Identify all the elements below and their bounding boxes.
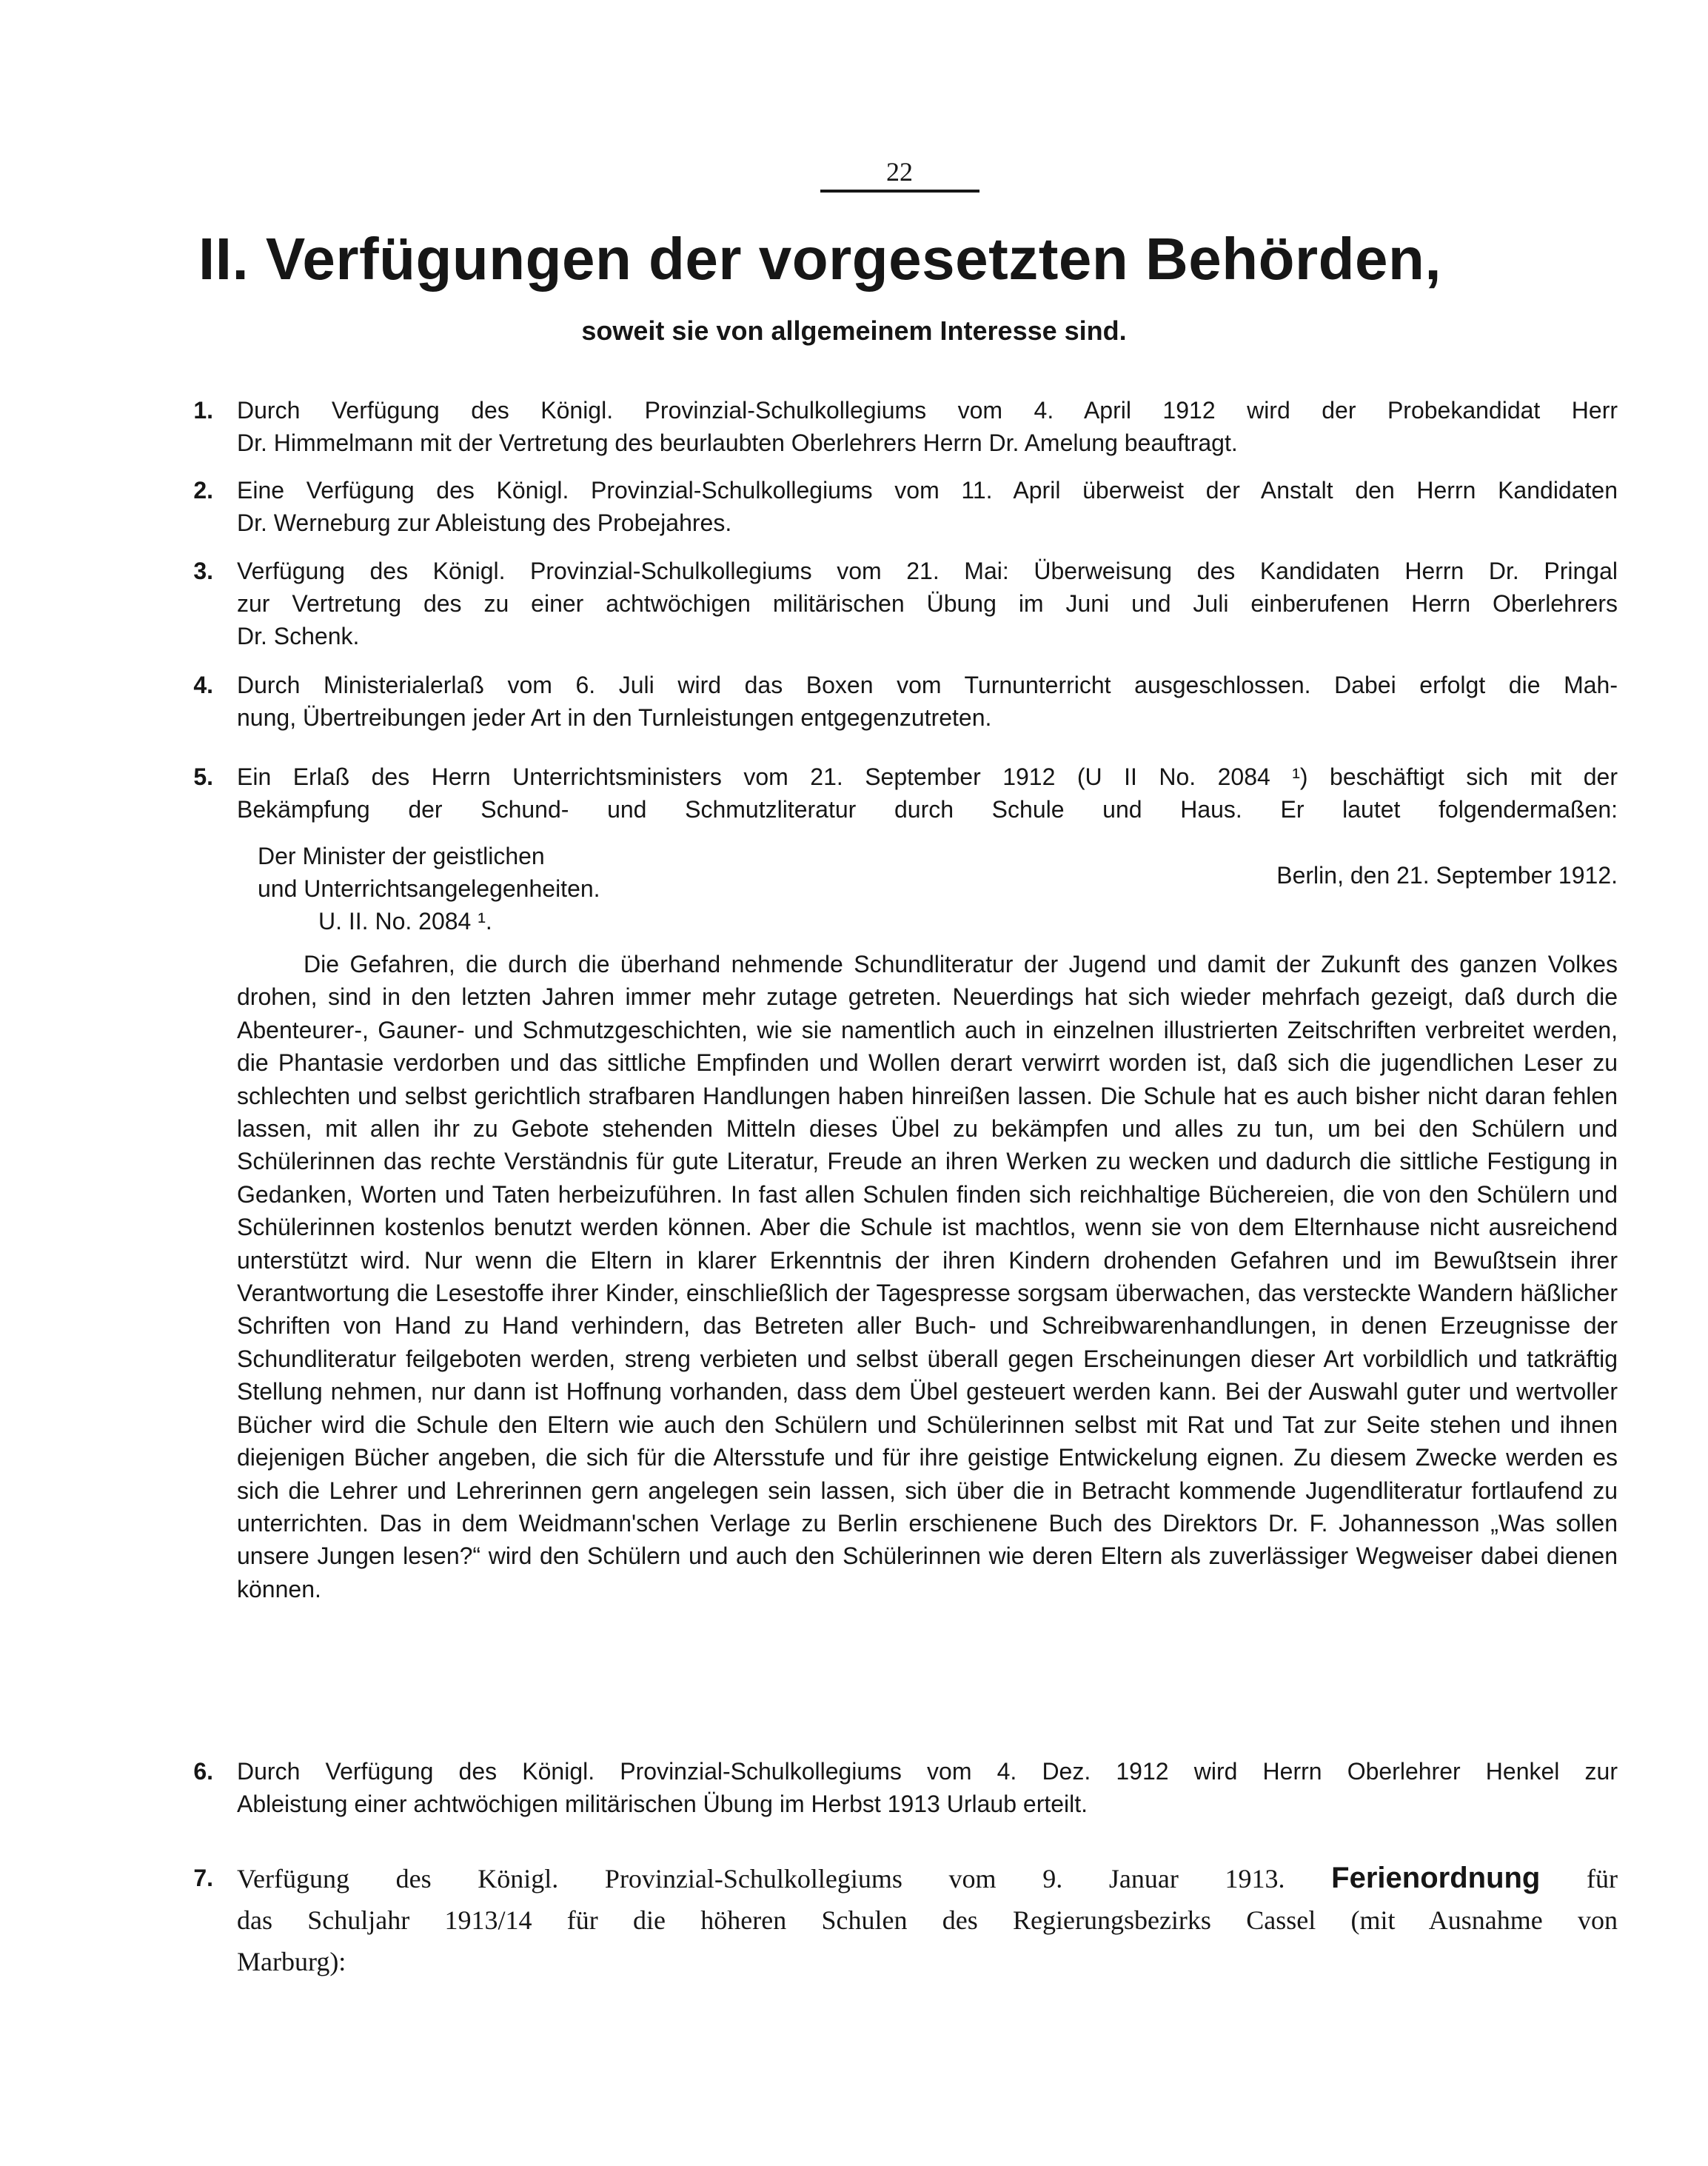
item-line: nung, Übertreibungen jeder Art in den Turnleistungen entgegenzutreten. xyxy=(237,704,992,731)
decree-reference: U. II. No. 2084 ¹. xyxy=(318,908,492,935)
item-line xyxy=(237,1857,1618,1899)
page-number-rule xyxy=(820,190,979,193)
item-text: Verfügung des Königl. Provinzial-Schulkollegiums vom 9. Januar 1913. xyxy=(237,1864,1285,1893)
decree-text: Die Gefahren, die durch die überhand nehmende Schundliteratur der Jugend und damit der Zukunft des ganzen Volkes drohen, sind in den letzten Jahren immer mehr zutage getreten. Neuerdings hat sich wieder mehrfach gezeigt, daß durch die Abenteurer-, Gauner- und Schmutzgeschichten, wie sie namentlich auch in einzelnen illustrierten Zeitschriften verbreitet werden, die Phantasie verdorben und das sittliche Empfinden und Wollen derart verwirrt worden ist, daß sich die jugendlichen Leser zu schlechten und selbst gerichtlich strafbaren Handlungen haben hinreißen lassen. Die Schule hat es auch bisher nicht daran fehlen lassen, mit allen ihr zu Gebote stehenden Mitteln dieses Übel zu bekämpfen und alles zu tun, um bei den Schülern und Schülerinnen das rechte Verständnis für gute Literatur, Freude an ihren Werken zu wecken und dadurch die sittliche Festigung in Gedanken, Worten und Taten herbeizuführen. In fast allen Schulen finden sich reichhaltige Büchereien, die von den Schülern und Schülerinnen kostenlos benutzt werden können. Aber die Schule ist machtlos, wenn sie von dem Elternhause nicht ausreichend unterstützt wird. Nur wenn die Eltern in klarer Erkenntnis der ihren Kindern drohenden Gefahren und im Bewußtsein ihrer Verantwortung die Lesestoffe ihrer Kinder, einschließlich der Tagespresse sorgsam überwachen, das versteckte Wandern häßlicher Schriften von Hand zu Hand verhindern, das Betreten aller Buch- und Schreibwarenhandlungen, in denen Erzeugnisse der Schundliteratur feilgeboten werden, streng verbieten und selbst überall gegen Erscheinungen dieser Art vorbildlich und tatkräftig Stellung nehmen, nur dann ist Hoffnung vorhanden, dass dem Übel gesteuert werden kann. Bei der Auswahl guter und wertvoller Bücher wird die Schule den Eltern wie auch den Schülern und Schülerinnen selbst mit Rat und Tat zur Seite stehen und ihnen diejenigen Bücher angeben, die sich für die Altersstufe und für ihre geistige Entwickelung eignen. Zu diesem Zwecke werden es sich die Lehrer und Lehrerinnen gern angelegen sein lassen, sich über die in Betracht kommende Jugendliteratur fortlaufend zu unterrichten. Das in dem Weidmann'schen Verlage zu Berlin erschienene Buch des Direktors Dr. F. Johannesson „Was sollen unsere Jungen lesen?“ wird den Schülern und auch den Schülerinnen wie deren Eltern als zuverlässiger Wegweiser dabei dienen können. xyxy=(237,951,1618,1602)
item-number: 6. xyxy=(193,1758,213,1785)
section-title: II. Verfügungen der vorgesetzten Behörden, xyxy=(198,226,1442,292)
item-line: Verfügung des Königl. Provinzial-Schulkollegiums vom 21. Mai: Überweisung des Kandidaten Herrn Dr. Pringal xyxy=(237,558,1618,584)
item-number: 7. xyxy=(193,1865,213,1891)
item-line: Durch Ministerialerlaß vom 6. Juli wird das Boxen vom Turnunterricht ausgeschlossen. Dabei erfolgt die Mah- xyxy=(237,672,1618,698)
authority-line: Der Minister der geistlichen xyxy=(258,843,545,869)
item-line: Durch Verfügung des Königl. Provinzial-Schulkollegiums vom 4. April 1912 wird der Probekandidat Herr xyxy=(237,397,1618,424)
item-number: 1. xyxy=(193,397,213,424)
item-number: 2. xyxy=(193,477,213,504)
item-line: Dr. Werneburg zur Ableistung des Probejahres. xyxy=(237,509,732,536)
item-line: Dr. Schenk. xyxy=(237,623,360,649)
item-number: 3. xyxy=(193,558,213,584)
item-line: Dr. Himmelmann mit der Vertretung des beurlaubten Oberlehrers Herrn Dr. Amelung beauftragt. xyxy=(237,429,1238,456)
section-subtitle: soweit sie von allgemeinem Interesse sind. xyxy=(581,315,1127,346)
authority-line: und Unterrichtsangelegenheiten. xyxy=(258,875,600,902)
item-number: 4. xyxy=(193,672,213,698)
item-line: Marburg): xyxy=(237,1947,346,1976)
decree-place-date: Berlin, den 21. September 1912. xyxy=(1276,862,1618,889)
decree-authority xyxy=(258,840,600,905)
item-line: Eine Verfügung des Königl. Provinzial-Schulkollegiums vom 11. April überweist der Anstalt den Herrn Kandidaten xyxy=(237,477,1618,504)
item-line: Ableistung einer achtwöchigen militärischen Übung im Herbst 1913 Urlaub erteilt. xyxy=(237,1791,1088,1817)
item-line: Bekämpfung der Schund- und Schmutzliteratur durch Schule und Haus. Er lautet folgendermaßen: xyxy=(237,796,1618,823)
item-line: Durch Verfügung des Königl. Provinzial-Schulkollegiums vom 4. Dez. 1912 wird Herrn Oberlehrer Henkel zur xyxy=(237,1758,1618,1785)
ferienordnung-heading: Ferienordnung xyxy=(1331,1862,1541,1894)
item-line: Ein Erlaß des Herrn Unterrichtsministers vom 21. September 1912 (U II No. 2084 ¹) beschäftigt sich mit der xyxy=(237,763,1618,790)
decree-body xyxy=(237,948,1618,1605)
item-text: für xyxy=(1587,1864,1618,1893)
item-line: das Schuljahr 1913/14 für die höheren Schulen des Regierungsbezirks Cassel (mit Ausnahme von xyxy=(237,1905,1618,1935)
page-number: 22 xyxy=(886,157,913,187)
item-number: 5. xyxy=(193,763,213,790)
item-line: zur Vertretung des zu einer achtwöchigen militärischen Übung im Juni und Juli einberufenen Herrn Oberlehrers xyxy=(237,590,1618,617)
